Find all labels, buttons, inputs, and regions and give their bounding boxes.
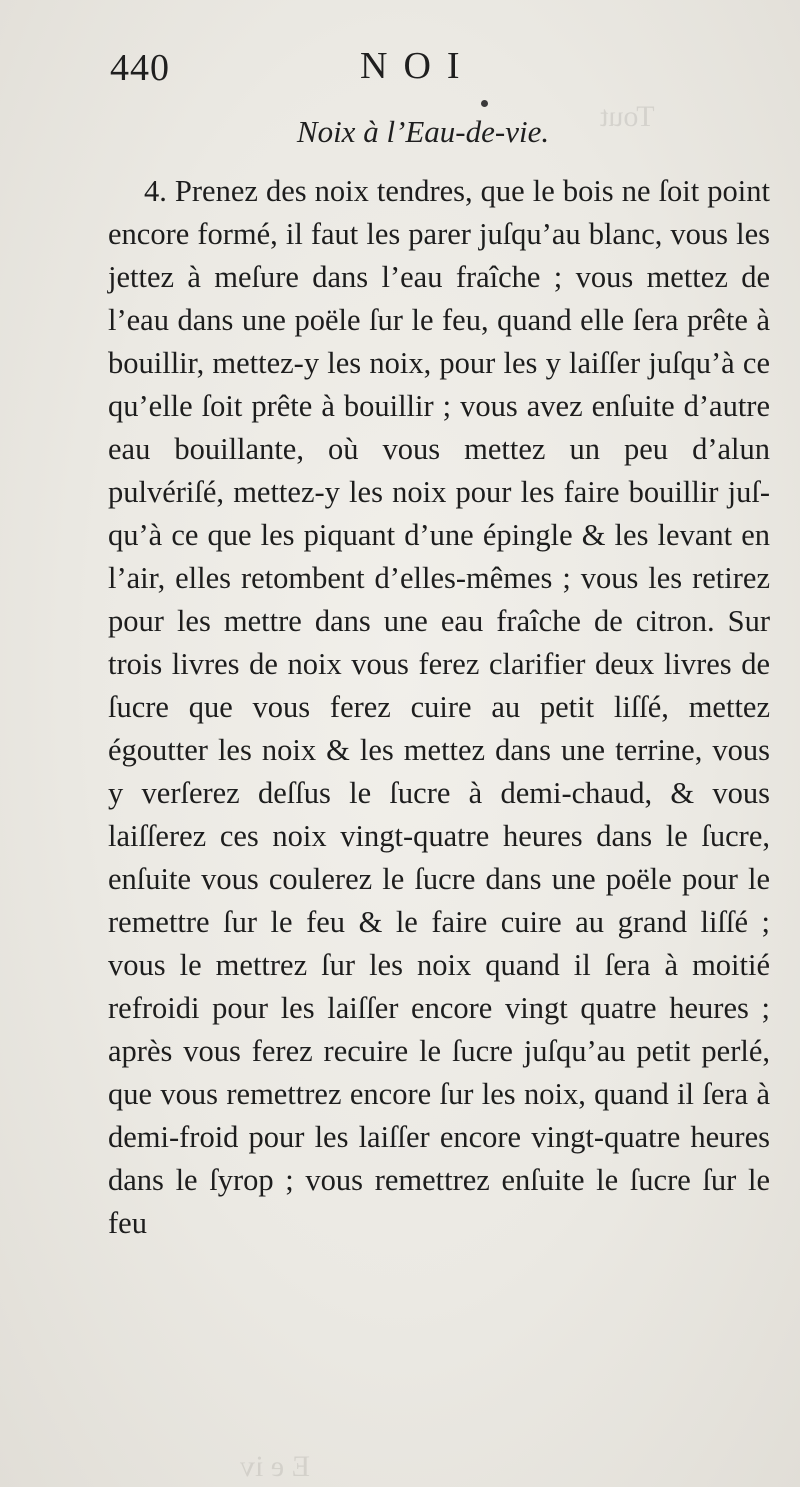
page-number: 440	[110, 47, 170, 89]
ink-mark	[481, 100, 488, 107]
running-head: NOI	[360, 45, 476, 87]
section-title: Noix à l’Eau-de-vie.	[296, 114, 550, 149]
body-paragraph: 4. Prenez des noix tendres, que le bois ne ſoit point encore formé, il faut les parer juſqu’au blanc, vous les jettez à meſure dans l’eau fraîche ; vous mettez de l’eau dans une poële ſur le feu, quand elle ſera prête à bouillir, mettez-y les noix, pour les y laiſſer juſqu’à ce qu’elle ſoit prête à bouillir ; vous avez enſuite d’autre eau bouillante, où vous mettez un peu d’alun pulvériſé, mettez-y les noix pour les faire bouillir juſqu’à ce que les piquant d’une épingle & les levant en l’air, elles retombent d’elles-mêmes ; vous les retirez pour les mettre dans une eau fraîche de citron. Sur trois livres de noix vous ferez clarifier deux livres de ſucre que vous ferez cuire au petit liſſé, mettez égoutter les noix & les mettez dans une terrine, vous y verſerez deſſus le ſucre à demi-chaud, & vous laiſſerez ces noix vingt-quatre heures dans le ſucre, enſuite vous coulerez le ſucre dans une poële pour le remettre ſur le feu & le faire cuire au grand liſſé ; vous le mettrez ſur les noix quand il ſera à moitié refroidi pour les laiſſer encore vingt quatre heures ; après vous ferez recuire le ſucre juſqu’au petit perlé, que vous remettrez encore ſur les noix, quand il ſera à demi-froid pour les laiſſer encore vingt-quatre heures dans le ſyrop ; vous remettrez enſuite le ſucre ſur le feu	[108, 174, 770, 1240]
show-through-text: Tout	[600, 100, 655, 133]
show-through-text: E e iv	[240, 1450, 310, 1483]
page-header	[110, 40, 770, 92]
